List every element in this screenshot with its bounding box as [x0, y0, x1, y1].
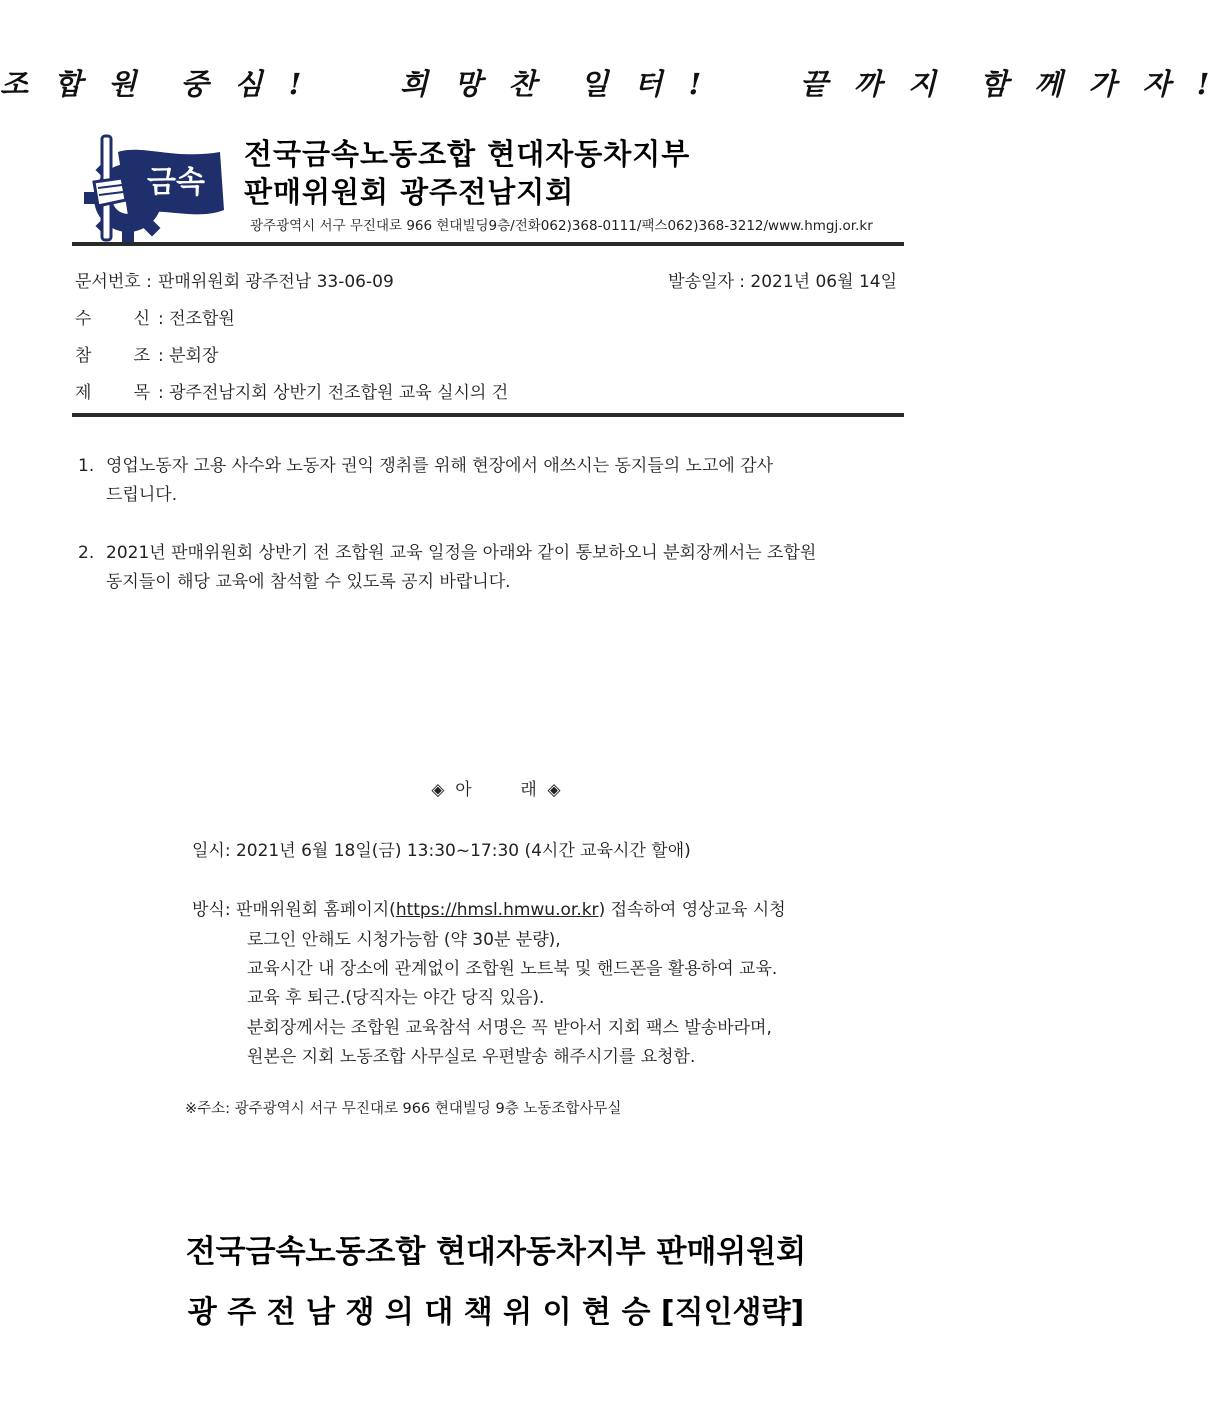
paragraph-2-number: 2. — [78, 543, 95, 563]
method-line-6: 원본은 지회 노동조합 사무실로 우편발송 해주시기를 요청함. — [247, 1047, 696, 1067]
notice-heading: ◈ 아 래 ◈ — [431, 780, 561, 800]
org-name-line1: 전국금속노동조합 현대자동차지부 — [244, 137, 691, 171]
meta-divider — [72, 413, 904, 417]
subject-value: : 광주전남지회 상반기 전조합원 교육 실시의 건 — [158, 383, 509, 403]
footer-org: 전국금속노동조합 현대자동차지부 판매위원회 — [185, 1234, 807, 1270]
method-line-4: 교육 후 퇴근.(당직자는 야간 당직 있음). — [247, 988, 545, 1008]
paragraph-1-line1: 영업노동자 고용 사수와 노동자 권익 쟁취를 위해 현장에서 애쓰시는 동지들의 노고에 감사 — [106, 456, 774, 476]
logo-text: 금속 — [147, 165, 205, 200]
paragraph-1-number: 1. — [78, 456, 95, 476]
method-line-5: 분회장께서는 조합원 교육참석 서명은 꼭 받아서 지회 팩스 발송바라며, — [247, 1018, 772, 1038]
paragraph-2 — [78, 539, 930, 597]
org-name-line2: 판매위원회 광주전남지회 — [244, 175, 575, 209]
footer-signature: 광 주 전 남 쟁 의 대 책 위 이 현 승 [직인생략] — [187, 1295, 805, 1330]
reference-value: : 분회장 — [158, 346, 219, 366]
reference-row — [75, 341, 218, 366]
union-logo — [88, 130, 228, 250]
union-logo-graphic — [88, 130, 228, 250]
doc-number-value: 판매위원회 광주전남 33-06-09 — [158, 272, 394, 292]
method-prefix: 방식: 판매위원회 홈페이지( — [192, 900, 396, 920]
method-line-3: 교육시간 내 장소에 관계없이 조합원 노트북 및 핸드폰을 활용하여 교육. — [247, 959, 778, 979]
homepage-link[interactable]: https://hmsl.hmwu.or.kr — [395, 900, 599, 920]
send-date: 발송일자 : 2021년 06월 14일 — [668, 272, 897, 292]
recipient-row — [75, 304, 235, 329]
paragraph-1 — [78, 452, 930, 510]
event-date-line: 일시: 2021년 6월 18일(금) 13:30~17:30 (4시간 교육시간 할애) — [192, 841, 691, 861]
paragraph-2-line2: 동지들이 해당 교육에 참석할 수 있도록 공지 바랍니다. — [106, 572, 511, 592]
org-address: 광주광역시 서구 무진대로 966 현대빌딩9층/전화062)368-0111/팩스062)368-3212/www.hmgj.or.kr — [250, 218, 873, 234]
doc-number-row — [75, 267, 394, 292]
recipient-label: 수 신 — [75, 309, 150, 329]
method-line-2: 로그인 안해도 시청가능함 (약 30분 분량), — [247, 930, 561, 950]
reference-label: 참 조 — [75, 346, 150, 366]
method-suffix: ) 접속하여 영상교육 시청 — [598, 900, 786, 920]
header-divider — [72, 242, 904, 246]
method-line — [192, 895, 786, 920]
doc-number-label: 문서번호 : — [75, 272, 152, 292]
paragraph-1-line2: 드립니다. — [106, 485, 178, 505]
subject-label: 제 목 — [75, 383, 150, 403]
address-note: ※주소: 광주광역시 서구 무진대로 966 현대빌딩 9층 노동조합사무실 — [185, 1101, 622, 1117]
paragraph-2-line1: 2021년 판매위원회 상반기 전 조합원 교육 일정을 아래와 같이 통보하오니 분회장께서는 조합원 — [106, 543, 817, 563]
recipient-value: : 전조합원 — [158, 309, 235, 329]
subject-row — [75, 378, 508, 403]
slogan: 조 합 원 중 심 ! 희 망 찬 일 터 ! 끝 까 지 함 께 가 자 ! — [0, 67, 1217, 101]
